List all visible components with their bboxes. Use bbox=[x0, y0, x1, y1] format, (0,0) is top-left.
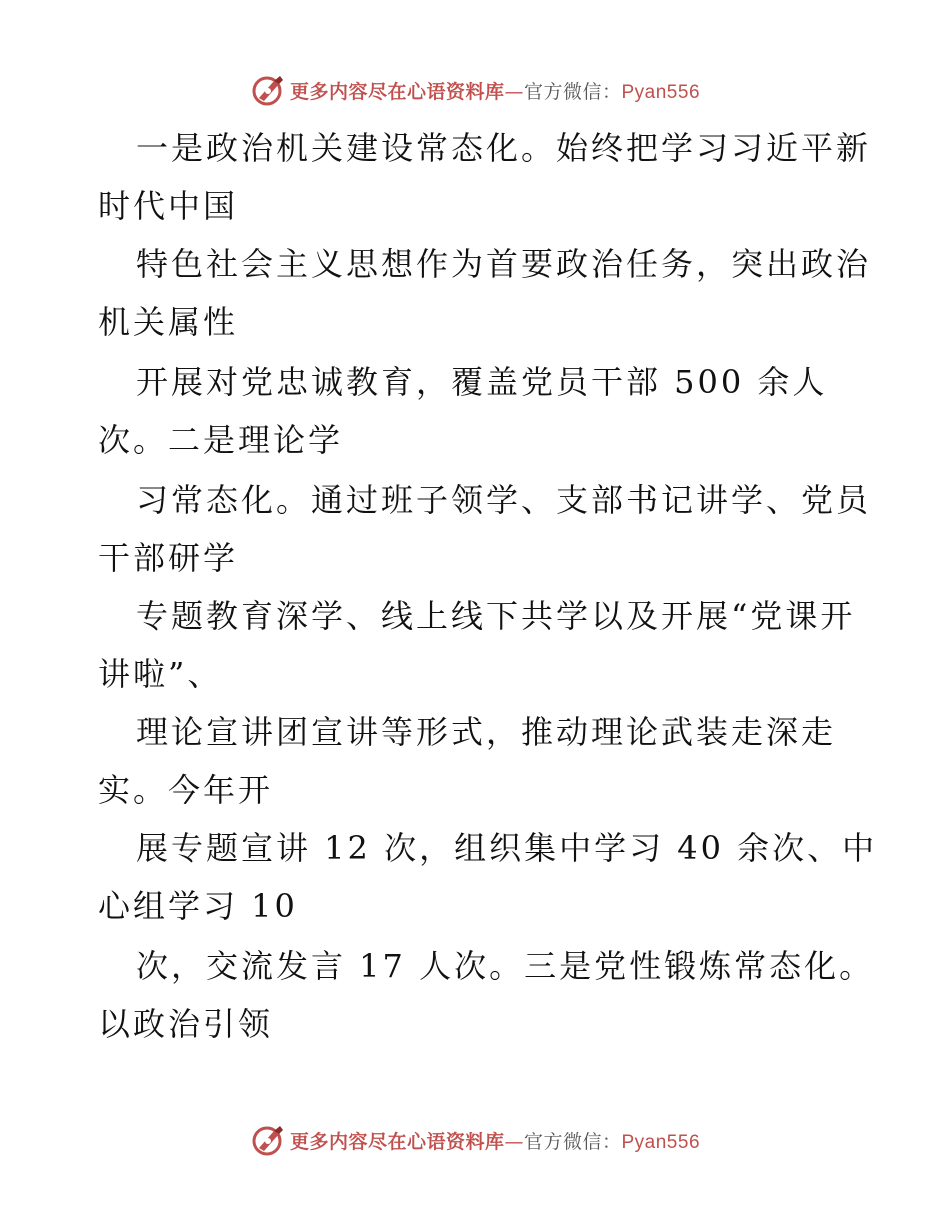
text-line: 机关属性 bbox=[98, 303, 239, 341]
text-line: 心组学习 10 bbox=[98, 887, 298, 925]
text-line: 理论宣讲团宣讲等形式，推动理论武装走深走 bbox=[136, 713, 837, 751]
text-line: 干部研学 bbox=[98, 539, 239, 577]
watermark-wechat-id: Pyan556 bbox=[621, 81, 701, 103]
watermark-wechat-id: Pyan556 bbox=[621, 1131, 701, 1153]
watermark-main-text: 更多内容尽在心语资料库 bbox=[289, 1130, 505, 1153]
watermark-main-text: 更多内容尽在心语资料库 bbox=[289, 80, 505, 103]
text-line: 开展对党忠诚教育，覆盖党员干部 500 余人 bbox=[136, 363, 828, 401]
text-line: 展专题宣讲 12 次，组织集中学习 40 余次、中 bbox=[136, 829, 878, 867]
text-line: 实。今年开 bbox=[98, 771, 274, 809]
footer-watermark bbox=[0, 1120, 950, 1160]
text-line: 次。二是理论学 bbox=[98, 421, 344, 459]
watermark-sub-text: 官方微信： bbox=[523, 80, 622, 103]
text-line: 次，交流发言 17 人次。三是党性锻炼常态化。 bbox=[136, 947, 875, 985]
pen-logo-icon bbox=[250, 72, 286, 108]
text-line: 一是政治机关建设常态化。始终把学习习近平新 bbox=[136, 129, 872, 167]
text-line: 时代中国 bbox=[98, 187, 239, 225]
watermark-dash: — bbox=[504, 80, 524, 103]
watermark-dash: — bbox=[504, 1130, 524, 1153]
text-line: 特色社会主义思想作为首要政治任务，突出政治 bbox=[136, 245, 872, 283]
text-line: 习常态化。通过班子领学、支部书记讲学、党员 bbox=[136, 481, 872, 519]
pen-logo-icon bbox=[250, 1122, 286, 1158]
text-line: 以政治引领 bbox=[98, 1005, 274, 1043]
watermark-sub-text: 官方微信： bbox=[523, 1130, 622, 1153]
text-line: 讲啦”、 bbox=[98, 655, 223, 693]
text-line: 专题教育深学、线上线下共学以及开展“党课开 bbox=[136, 597, 856, 635]
header-watermark bbox=[0, 70, 950, 110]
